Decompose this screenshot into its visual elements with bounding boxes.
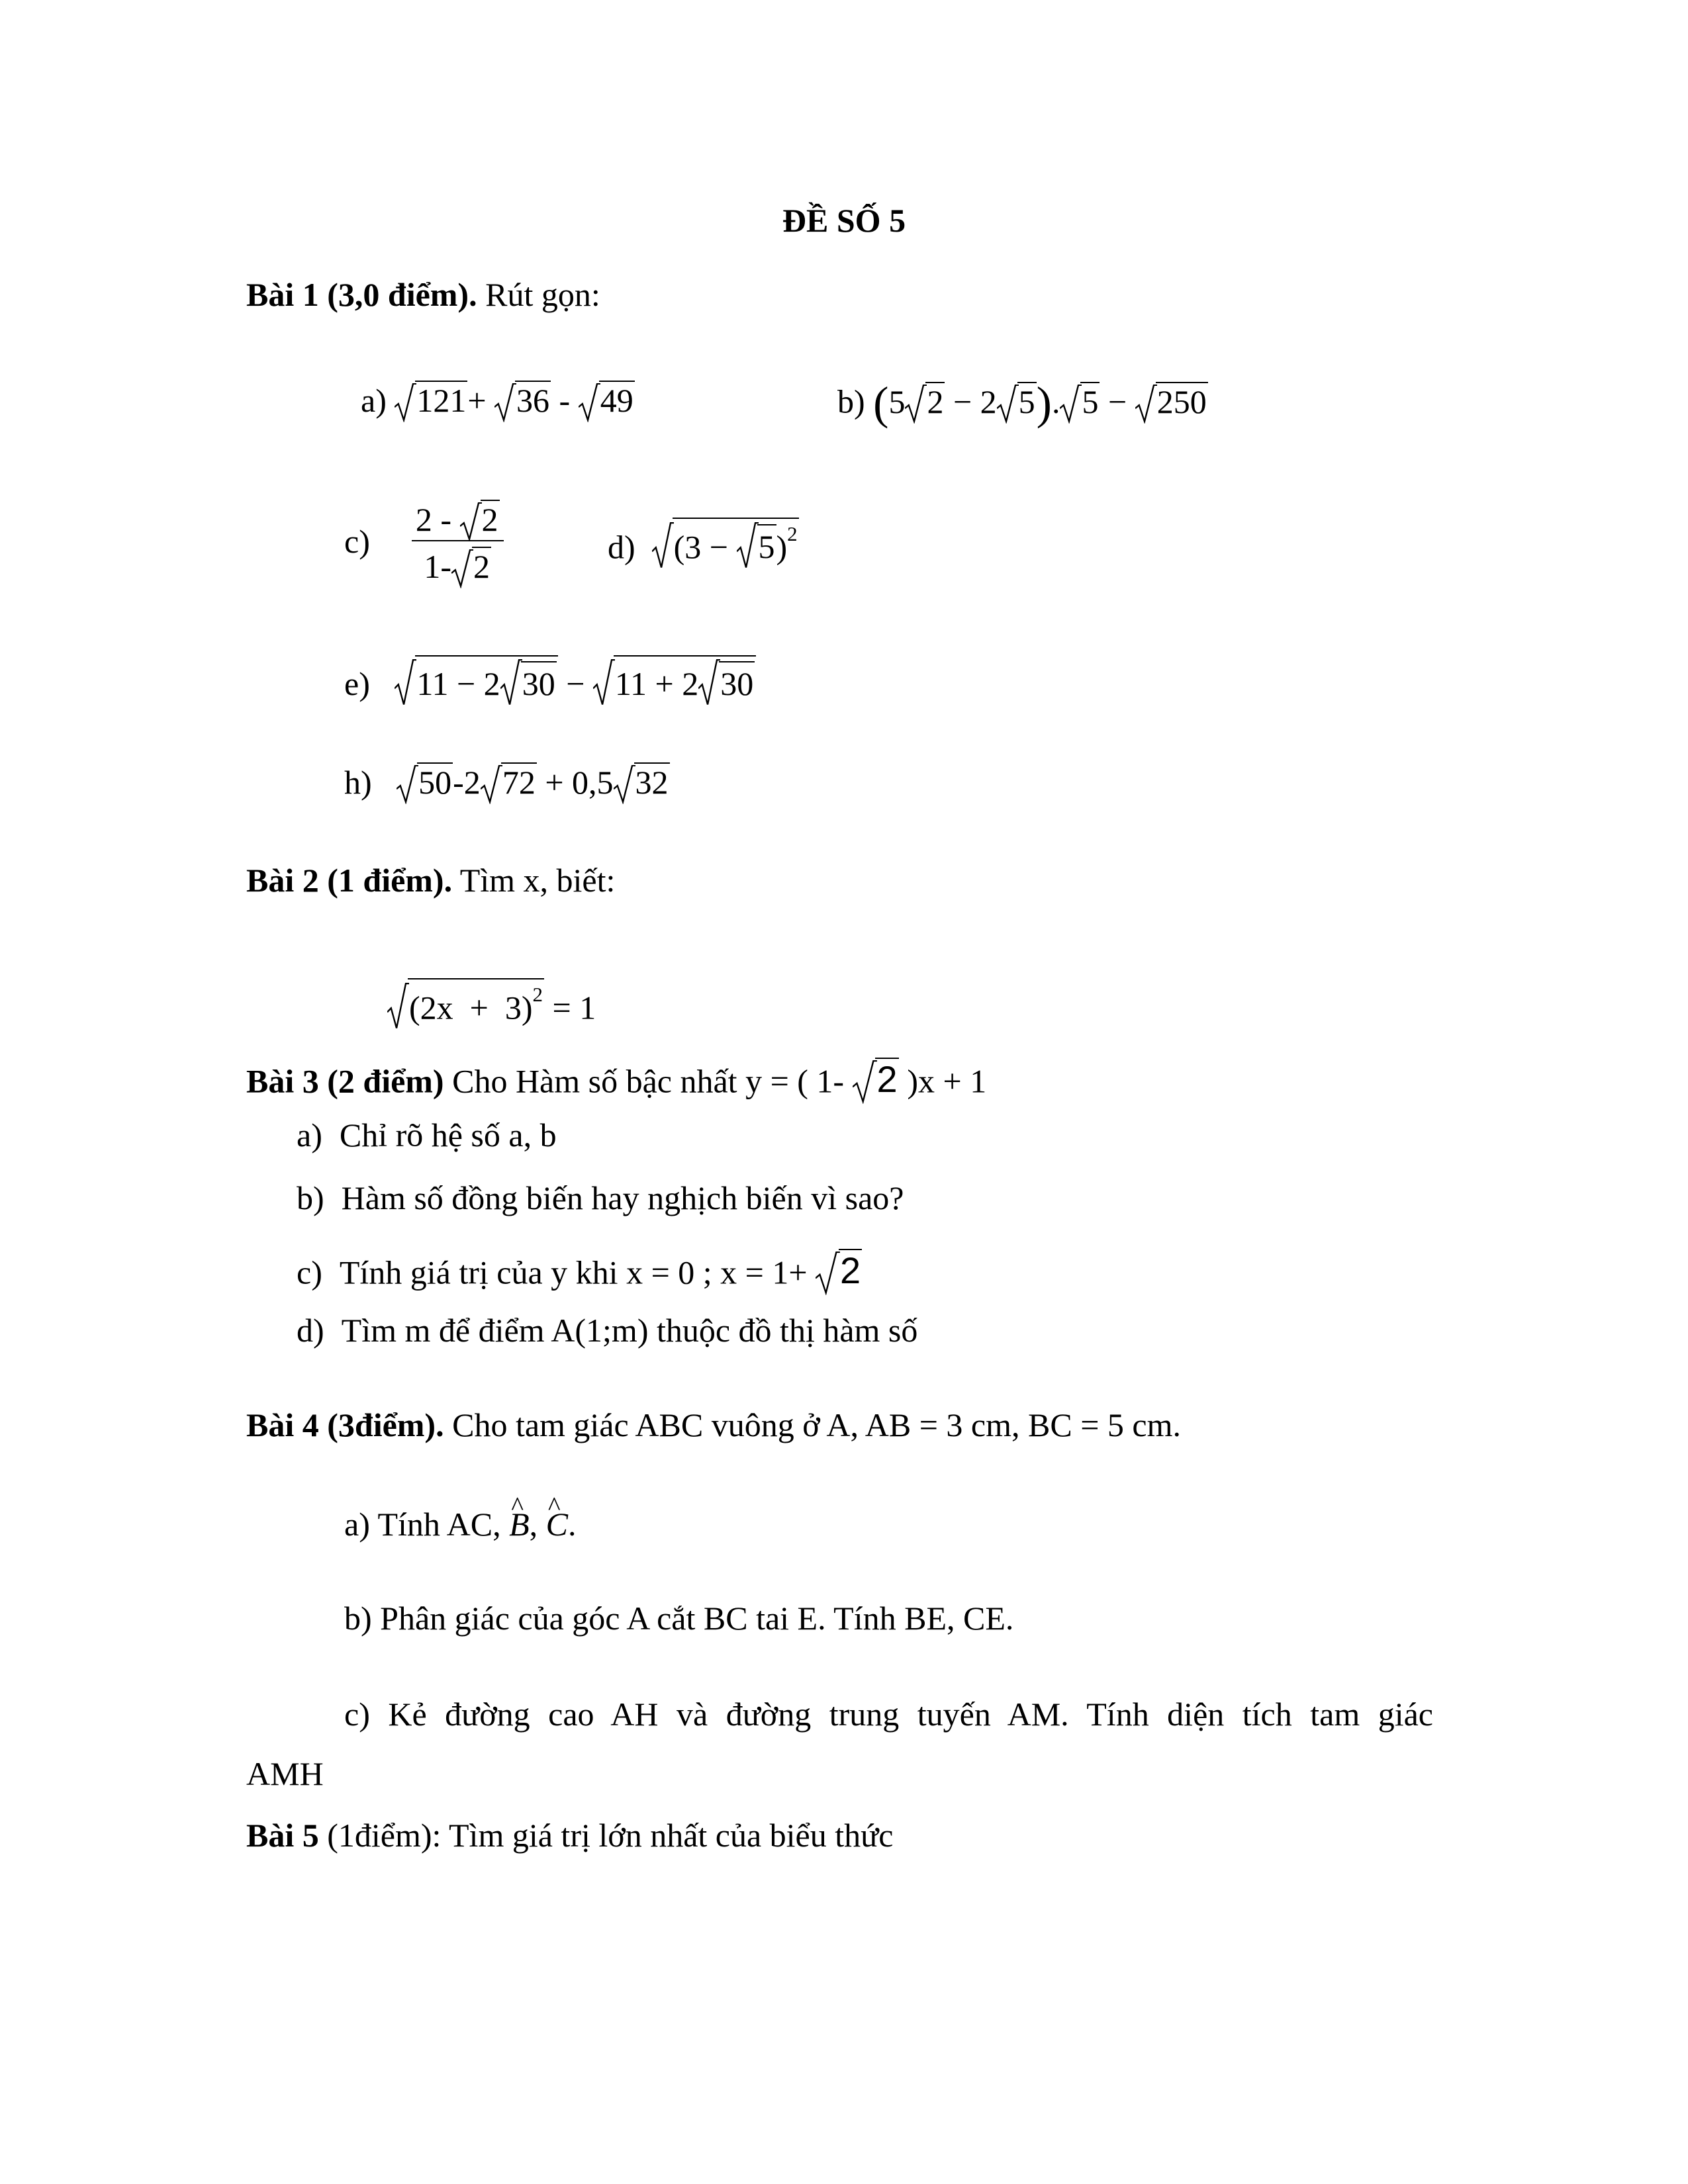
bai1-e-label: e) <box>344 665 370 702</box>
angle-b: ^ B <box>509 1508 530 1541</box>
bai3-item-d <box>297 1314 917 1347</box>
bai3-item-a-label: a) <box>297 1116 322 1154</box>
bai3-item-b-label: b) <box>297 1179 324 1216</box>
bai1-h-label: h) <box>344 764 372 801</box>
bai1-heading: Bài 1 (3,0 điểm). <box>246 276 477 313</box>
bai3-header <box>246 1058 987 1101</box>
bai4-item-b-text: b) Phân giác của góc A cắt BC tai E. Tính BE, CE. <box>344 1600 1014 1637</box>
bai3-text-after: )x + 1 <box>907 1062 987 1100</box>
bai1-d <box>608 518 799 566</box>
bai3-item-a <box>297 1118 557 1152</box>
bai1-a-expr: 121+ 36 - 49 <box>395 382 634 419</box>
bai1-d-label: d) <box>608 528 635 566</box>
bai3-item-b-text: Hàm số đồng biến hay nghịch biến vì sao? <box>341 1179 904 1216</box>
bai1-header <box>246 278 600 311</box>
bai3-item-b <box>297 1181 904 1214</box>
bai4-item-c-cont-text: AMH <box>246 1755 324 1792</box>
bai3-item-c-text: Tính giá trị của y khi x = 0 ; x = 1+ <box>339 1253 816 1291</box>
bai2-text: Tìm x, biết: <box>452 862 616 899</box>
bai1-c <box>344 500 504 583</box>
bai4-item-c <box>344 1698 1433 1731</box>
bai1-d-expr: (3 − 5)$^2$ <box>652 518 799 563</box>
bai4-heading: Bài 4 (3điểm). <box>246 1406 444 1443</box>
bai4-text: Cho tam giác ABC vuông ở A, AB = 3 cm, BC = 5 cm. <box>444 1406 1181 1443</box>
bai1-e-expr: 11 − 2 30 − 11 + 2 30 <box>395 665 756 702</box>
bai4-item-c-text: c) Kẻ đường cao AH và đường trung tuyến AM. Tính diện tích tam giác <box>344 1696 1433 1733</box>
bai2-header <box>246 864 615 897</box>
page-title: ĐỀ SỐ 5 <box>782 202 906 239</box>
bai1-c-label: c) <box>344 523 370 560</box>
bai1-b-expr: (5 2 − 2 5). 5 − 250 <box>873 378 1207 429</box>
bai3-item-d-text: Tìm m để điểm A(1;m) thuộc đồ thị hàm số <box>341 1312 918 1349</box>
bai1-text: Rút gọn: <box>477 276 600 313</box>
bai3-item-c <box>297 1249 862 1292</box>
bai1-a <box>361 381 635 417</box>
bai4-header <box>246 1408 1181 1441</box>
bai3-text-before: Cho Hàm số bậc nhất y = ( 1- <box>444 1062 853 1100</box>
bai3-heading: Bài 3 (2 điểm) <box>246 1062 444 1100</box>
bai1-h <box>344 762 670 799</box>
bai1-a-label: a) <box>361 382 387 419</box>
bai4-item-c-cont <box>246 1757 324 1790</box>
bai3-item-a-text: Chỉ rõ hệ số a, b <box>339 1116 557 1154</box>
bai5-text: (1điểm): Tìm giá trị lớn nhất của biểu thức <box>318 1817 894 1854</box>
angle-c: ^ C <box>546 1508 568 1541</box>
bai4-item-a: a) Tính AC, ^ B, ^ C. <box>344 1508 576 1541</box>
bai4-item-a-text: a) Tính AC, <box>344 1506 510 1543</box>
bai5-heading: Bài 5 <box>246 1817 319 1854</box>
bai3-item-d-label: d) <box>297 1312 324 1349</box>
bai4-item-b <box>344 1602 1013 1635</box>
bai1-e <box>344 655 756 700</box>
bai3-sqrt2: 2 <box>853 1058 899 1098</box>
bai2-equation: $(2x + 3)^2 = 1$ <box>387 978 596 1024</box>
bai2-heading: Bài 2 (1 điểm). <box>246 862 453 899</box>
bai3-item-c-label: c) <box>297 1253 322 1291</box>
bai1-b-label: b) <box>837 383 865 420</box>
bai1-b <box>837 378 1208 429</box>
bai3-item-c-sqrt2: 2 <box>816 1249 862 1289</box>
bai1-h-expr: 50-2 72 + 0,5 32 <box>397 764 669 801</box>
bai5-header <box>246 1819 893 1852</box>
bai1-c-fraction: 2 - 2 1- 2 <box>412 500 504 583</box>
